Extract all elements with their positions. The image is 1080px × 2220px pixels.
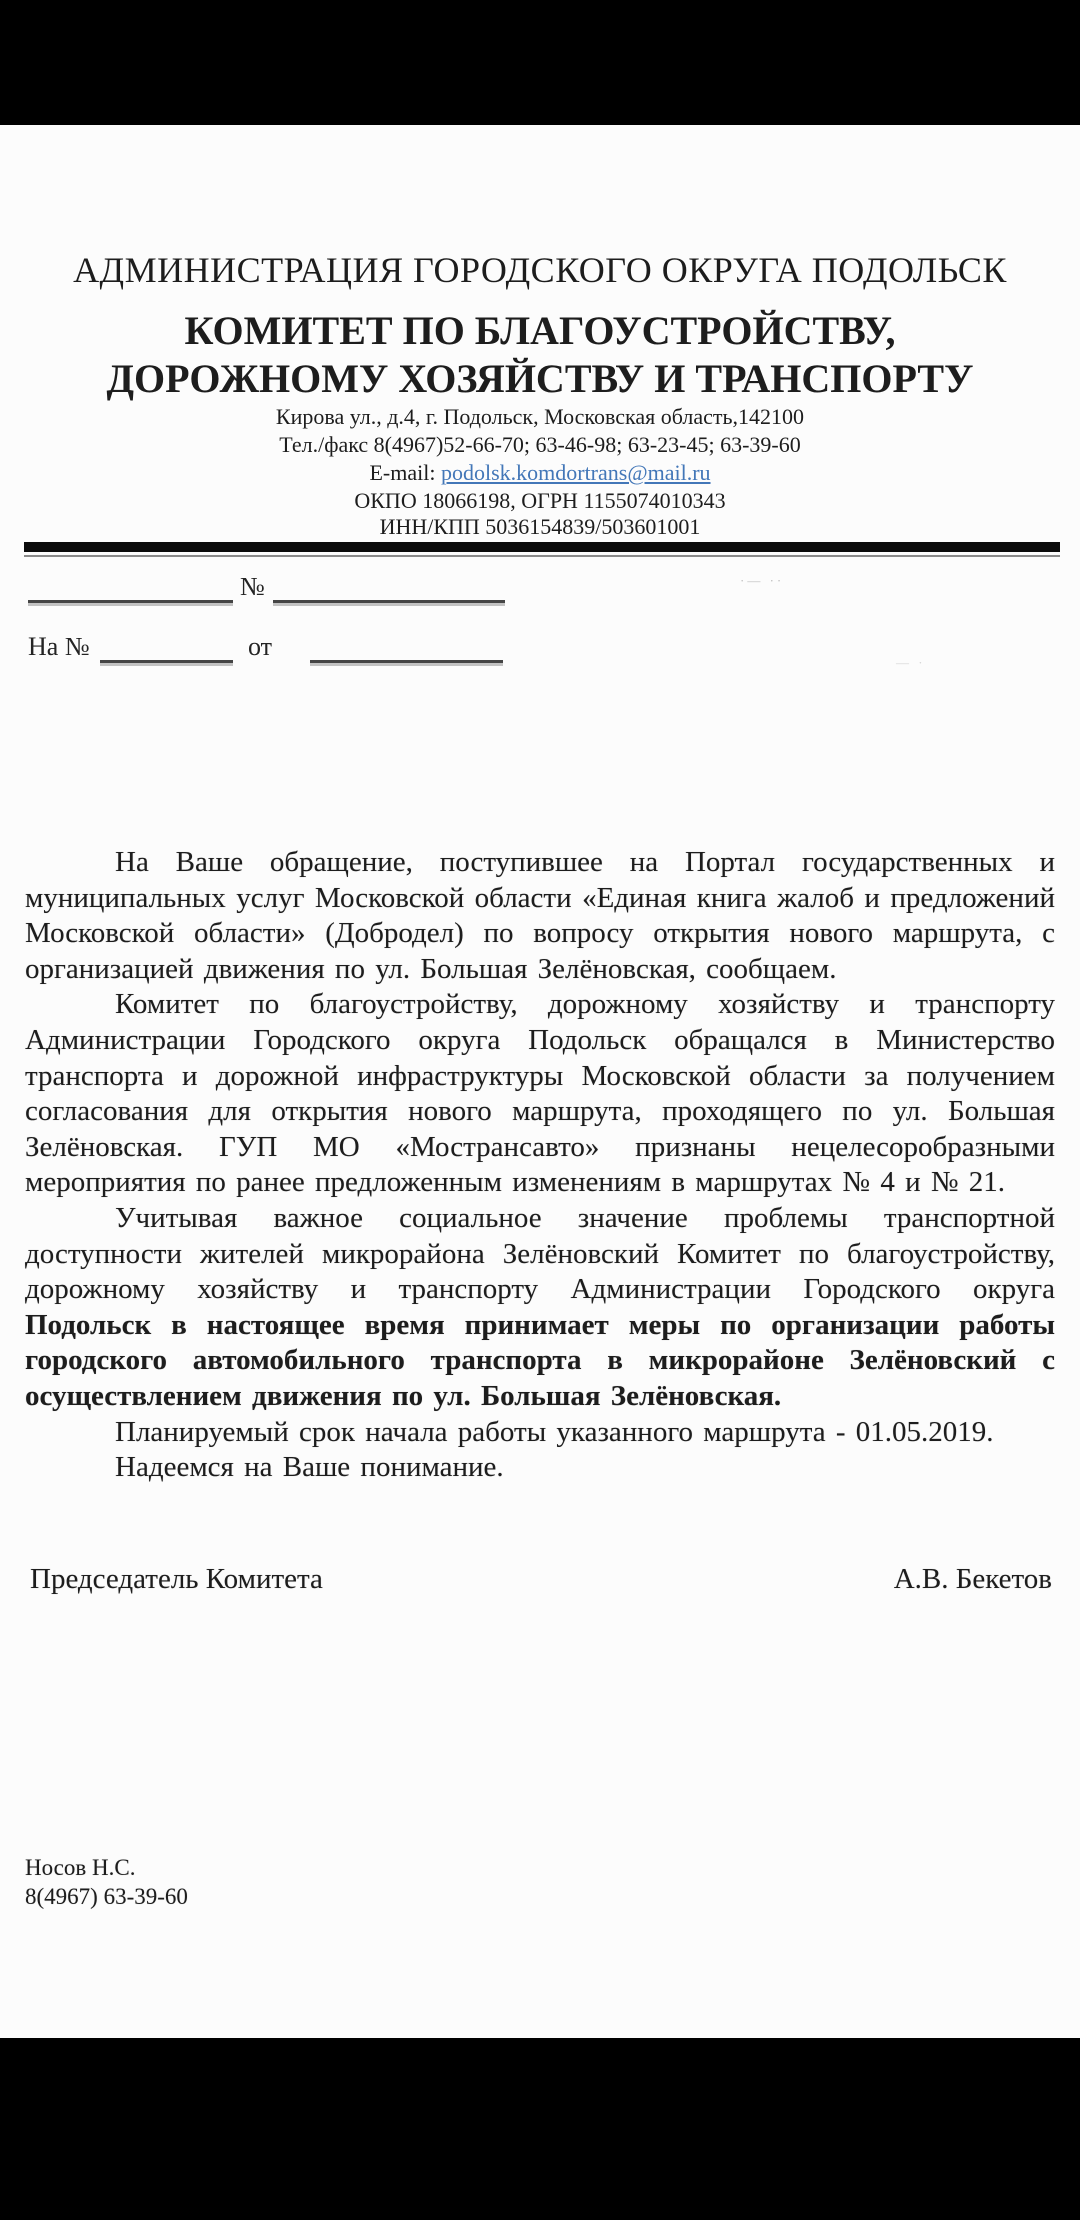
signature-row [30, 1565, 1052, 1594]
letterhead-divider [24, 542, 1060, 552]
phone-fax: Тел./факс 8(4967)52-66-70; 63-46-98; 63-23-45; 63-39-60 [279, 432, 801, 457]
number-sign: № [240, 572, 265, 601]
incoming-number-blank [100, 632, 233, 663]
executor-block [25, 1853, 188, 1911]
executor-phone: 8(4967) 63-39-60 [25, 1884, 188, 1909]
incoming-date-blank [310, 632, 503, 663]
okpo-ogrn: ОКПО 18066198, ОГРН 1155074010343 [354, 488, 726, 513]
paragraph-ministry: Комитет по благоустройству, дорожному хозяйству и транспорту Администрации Городского округа Подольск обращался в Министерство транспорта и дорожной инфраструктуры Московской области за получением согласования для открытия нового маршрута, проходящего по ул. Большая Зелёновская. ГУП МО «Мострансавто» признаны нецелесоробразными мероприятия по ранее предложенным изменениям в маршрутах № 4 и № 21. [25, 988, 1055, 1199]
paragraph-date: Планируемый срок начала работы указанного маршрута - 01.05.2019. [115, 1415, 994, 1448]
na-no-label: На № [28, 632, 90, 661]
paragraph-measures-bold: Подольск в настоящее время принимает меры по организации работы городского автомобильного транспорта в микрорайоне Зелёновский с осуществлением движения по ул. Большая Зелёновская. [25, 1308, 1055, 1412]
scan-artifact: — · [896, 655, 926, 670]
document-page [0, 125, 1080, 2038]
committee-name-line1: КОМИТЕТ ПО БЛАГОУСТРОЙСТВУ, [184, 308, 896, 353]
email-link[interactable]: podolsk.komdortrans@mail.ru [440, 460, 711, 485]
parent-org-name: АДМИНИСТРАЦИЯ ГОРОДСКОГО ОКРУГА ПОДОЛЬСК [73, 250, 1007, 290]
paragraph-appeal: На Ваше обращение, поступившее на Портал государственных и муниципальных услуг Московской области «Единая книга жалоб и предложений Московской области» (Добродел) по вопросу открытия нового маршрута, с организацией движения по ул. Большая Зелёновская, сообщаем. [25, 846, 1055, 985]
signer-name: А.В. Бекетов [893, 1563, 1052, 1595]
letter-body [25, 845, 1055, 1486]
paragraph-measures [25, 1201, 1055, 1415]
outgoing-number-blank [273, 572, 505, 603]
signer-position: Председатель Комитета [30, 1563, 323, 1595]
paragraph-measures-normal: Учитывая важное социальное значение проблемы транспортной доступности жителей микрорайона Зелёновский Комитет по благоустройству, дорожному хозяйству и транспорту Администрации Городского округа [25, 1201, 1055, 1306]
email-label: E-mail: [369, 460, 441, 485]
ot-label: от [248, 632, 273, 661]
bottom-letterbox-bar [0, 2038, 1080, 2220]
postal-address: Кирова ул., д.4, г. Подольск, Московская область,142100 [275, 404, 805, 429]
top-letterbox-bar [0, 0, 1080, 125]
outgoing-date-blank [28, 572, 233, 603]
email-line [0, 462, 1080, 484]
committee-name-line2: ДОРОЖНОМУ ХОЗЯЙСТВУ И ТРАНСПОРТУ [106, 356, 974, 401]
executor-name: Носов Н.С. [25, 1855, 136, 1880]
scan-artifact: ·— ·· [740, 573, 785, 588]
paragraph-closing: Надеемся на Ваше понимание. [115, 1451, 504, 1484]
inn-kpp: ИНН/КПП 5036154839/503601001 [379, 514, 701, 539]
